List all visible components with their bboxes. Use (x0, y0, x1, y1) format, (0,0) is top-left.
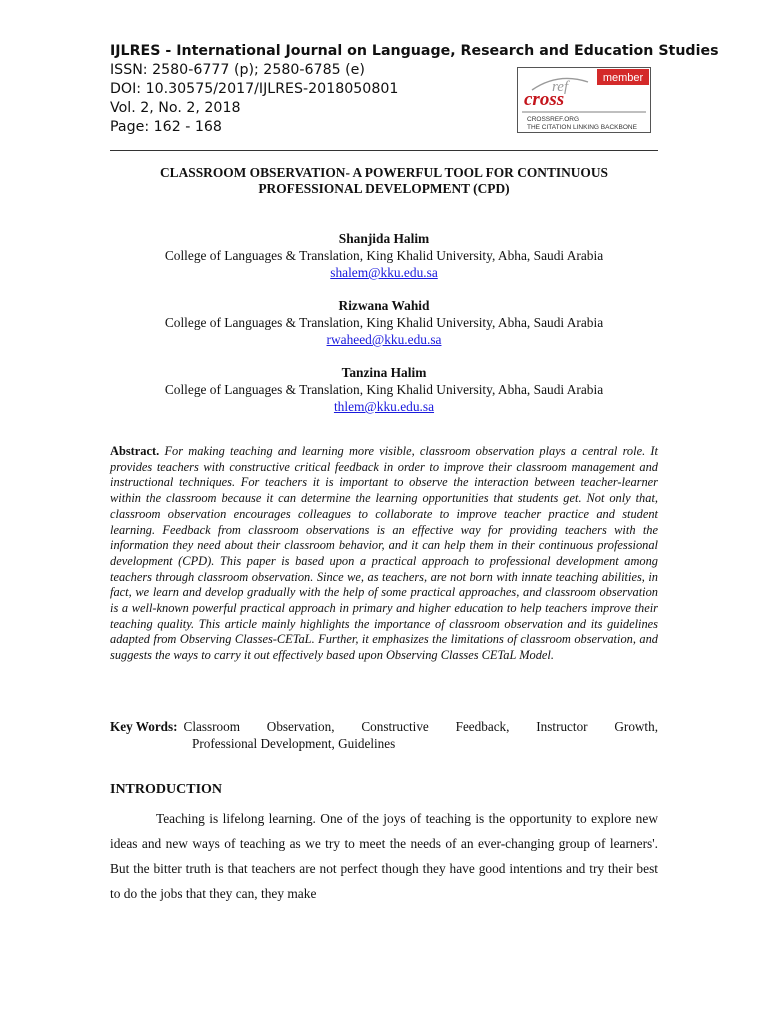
crossref-ref-word: ref (552, 79, 569, 95)
crossref-member-logo (517, 67, 651, 133)
header-divider (110, 150, 658, 151)
crossref-cross-word: cross (524, 89, 565, 110)
keywords-row (110, 718, 658, 735)
paper-title-line-1: CLASSROOM OBSERVATION- A POWERFUL TOOL FOR CONTINUOUS (160, 165, 608, 180)
introduction-heading: INTRODUCTION (110, 782, 223, 797)
keywords-line-2: Professional Development, Guidelines (192, 736, 396, 751)
keywords-line-1: Classroom Observation, Constructive Feedback, Instructor Growth, (183, 719, 658, 734)
author-name: Tanzina Halim (341, 365, 427, 380)
journal-doi: DOI: 10.30575/2017/IJLRES-2018050801 (110, 81, 399, 97)
abstract-text: For making teaching and learning more visible, classroom observation plays a central role. It provides teachers with constructive critical feedback in order to improve their classroom management and instructional techniques. For teachers it is important to observe the interaction between teacher-learner within the classroom because it can determine the learning opportunities that students get. Not only that, classroom observation encourages colleagues to collaborate to improve teacher practice and student learning. Feedback from classroom observations is an effective way for providing teachers with the information they need about their classroom behavior, and it can help them in their continuous professional development (CPD). This paper is based upon a practical approach to professional development among teachers through classroom observation. Since we, as teachers, are not born with innate teaching abilities, in fact, we learn and develop gradually with the help of some practical approaches, and classroom observation is a well-known powerful practical approach in primary and higher education to help teachers improve their teaching quality. This article mainly highlights the importance of classroom observation and its guidelines adapted from Observing Classes-CETaL. Further, it emphasizes the limitations of classroom observation, and suggests the ways to carry it out effectively based upon Observing Classes CETaL Model. (110, 444, 658, 663)
crossref-caption-2: THE CITATION LINKING BACKBONE (527, 124, 637, 131)
author-block (110, 297, 658, 348)
crossref-caption-1: CROSSREF.ORG (527, 116, 580, 123)
author-list (110, 230, 658, 431)
author-name: Rizwana Wahid (338, 298, 430, 313)
abstract (110, 444, 658, 664)
member-badge-text: member (602, 72, 644, 84)
journal-volume: Vol. 2, No. 2, 2018 (110, 100, 241, 116)
author-email-link[interactable]: shalem@kku.edu.sa (330, 265, 438, 280)
paper-title (110, 165, 658, 197)
author-email-link[interactable]: thlem@kku.edu.sa (333, 399, 435, 414)
author-name: Shanjida Halim (338, 231, 430, 246)
paper-title-line-2: PROFESSIONAL DEVELOPMENT (CPD) (258, 181, 510, 196)
abstract-label: Abstract. (110, 444, 160, 458)
journal-issn: ISSN: 2580-6777 (p); 2580-6785 (e) (110, 62, 365, 78)
introduction-paragraph: Teaching is lifelong learning. One of the joys of teaching is the opportunity to explore new ideas and new ways of teaching as we try to meet the needs of an ever-changing group of learners'. But the bitter truth is that teachers are not perfect though they have good intentions and try their best to do the jobs that they can, they make (110, 811, 658, 901)
author-block (110, 364, 658, 415)
author-block (110, 230, 658, 281)
keywords (110, 718, 658, 752)
journal-pages: Page: 162 - 168 (110, 119, 222, 135)
author-affiliation: College of Languages & Translation, King Khalid University, Abha, Saudi Arabia (164, 315, 604, 330)
journal-title: IJLRES - International Journal on Language, Research and Education Studies (110, 43, 719, 59)
author-affiliation: College of Languages & Translation, King Khalid University, Abha, Saudi Arabia (164, 382, 604, 397)
crossref-logo-graphic (518, 68, 650, 132)
keywords-label: Key Words: (110, 719, 178, 734)
author-affiliation: College of Languages & Translation, King Khalid University, Abha, Saudi Arabia (164, 248, 604, 263)
author-email-link[interactable]: rwaheed@kku.edu.sa (326, 332, 442, 347)
